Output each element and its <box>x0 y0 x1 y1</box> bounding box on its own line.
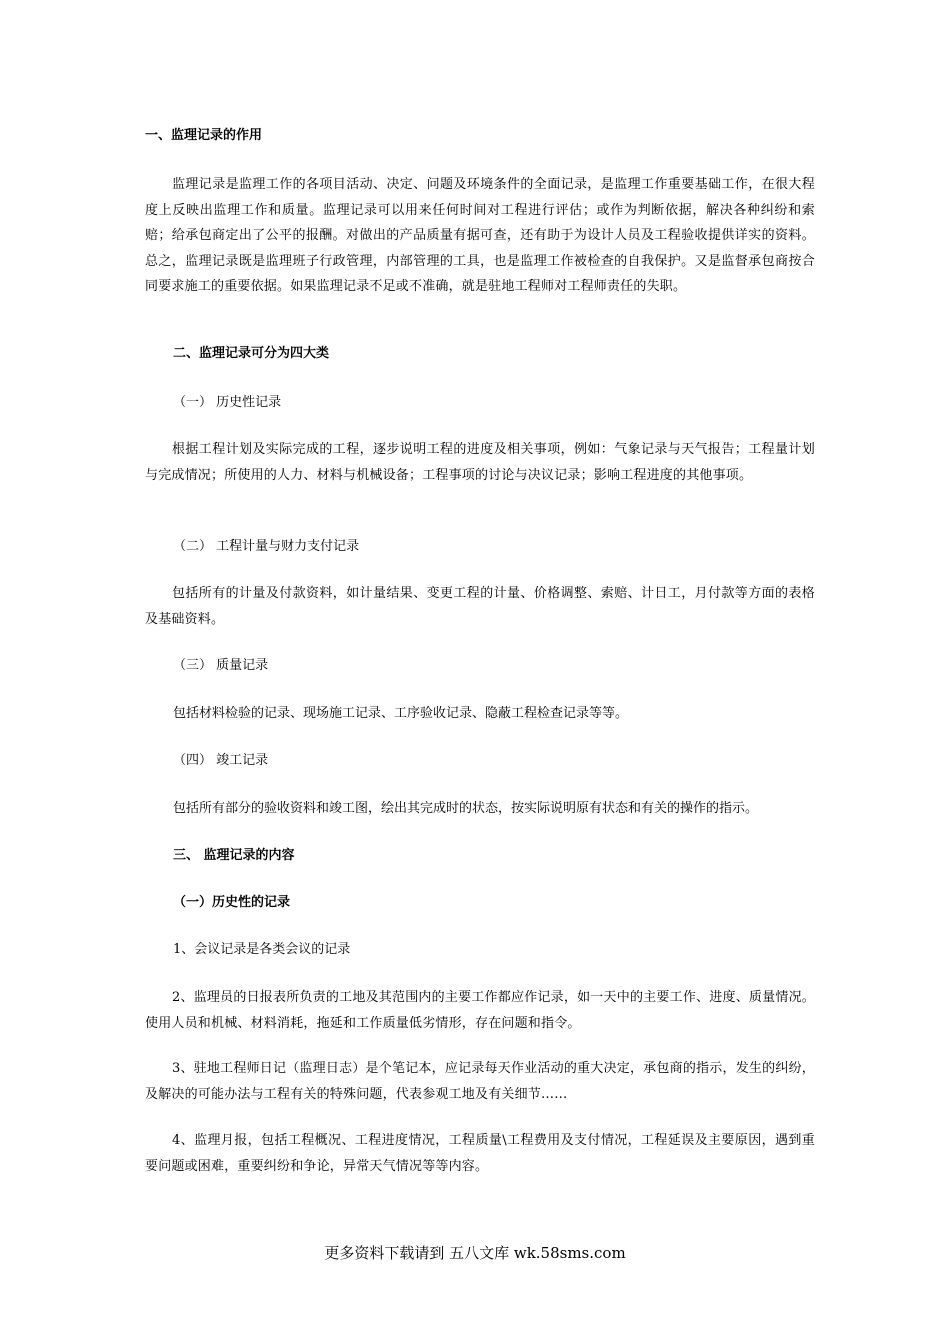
section-2-subtitle-4: （四） 竣工记录 <box>173 753 269 768</box>
section-3-item-2: 2、监理员的日报表所负责的工地及其范围内的主要工作都应作记录，如一天中的主要工作、进度、质量情况。使用人员和机械、材料消耗，拖延和工作质量低劣情形，存在问题和指令。 <box>145 990 815 1031</box>
section-3-item-3: 3、驻地工程师日记（监理日志）是个笔记本，应记录每天作业活动的重大决定，承包商的指示，发生的纠纷，及解决的可能办法与工程有关的特殊问题，代表参观工地及有关细节…… <box>145 1061 815 1102</box>
section-1-paragraph: 监理记录是监理工作的各项目活动、决定、问题及环境条件的全面记录，是监理工作重要基础工作，在很大程度上反映出监理工作和质量。监理记录可以用来任何时间对工程进行评估；或作为判断依据，解决各种纠纷和索赔；给承包商定出了公平的报酬。对做出的产品质量有据可查，还有助于为设计人员及工程验收提供详实的资料。总之，监理记录既是监理班子行政管理，内部管理的工具，也是监理工作被检查的自我保护。又是监督承包商按合同要求施工的重要依据。如果监理记录不足或不准确，就是驻地工程师对工程师责任的失职。 <box>145 177 815 294</box>
section-3-item-4: 4、监理月报，包括工程概况、工程进度情况，工程质量\工程费用及支付情况，工程延误及主要原因，遇到重要问题或困难，重要纠纷和争论，异常天气情况等等内容。 <box>145 1133 815 1174</box>
section-2-subtitle-1: （一） 历史性记录 <box>173 395 282 410</box>
section-2-paragraph-1: 根据工程计划及实际完成的工程，逐步说明工程的进度及相关事项，例如：气象记录与天气报告；工程量计划与完成情况；所使用的人力、材料与机械设备；工程事项的讨论与决议记录；影响工程进度的其他事项。 <box>145 442 815 483</box>
section-1-title: 一、监理记录的作用 <box>145 128 263 143</box>
section-2-title: 二、监理记录可分为四大类 <box>173 346 330 361</box>
section-2-paragraph-2: 包括所有的计量及付款资料，如计量结果、变更工程的计量、价格调整、索赔、计日工，月付款等方面的表格及基础资料。 <box>145 586 815 627</box>
section-3-title: 三、 监理记录的内容 <box>173 848 295 863</box>
section-3-item-1: 1、会议记录是各类会议的记录 <box>173 942 351 957</box>
section-2-subtitle-2: （二） 工程计量与财力支付记录 <box>173 539 360 554</box>
footer-download-note: 更多资料下载请到 五八文库 wk.58sms.com <box>324 1244 626 1262</box>
section-3-subtitle-1: （一）历史性的记录 <box>173 895 291 910</box>
section-2-paragraph-4: 包括所有部分的验收资料和竣工图，绘出其完成时的状态，按实际说明原有状态和有关的操作的指示。 <box>173 801 759 816</box>
section-2-subtitle-3: （三） 质量记录 <box>173 658 269 673</box>
section-2-paragraph-3: 包括材料检验的记录、现场施工记录、工序验收记录、隐蔽工程检查记录等等。 <box>173 706 629 721</box>
